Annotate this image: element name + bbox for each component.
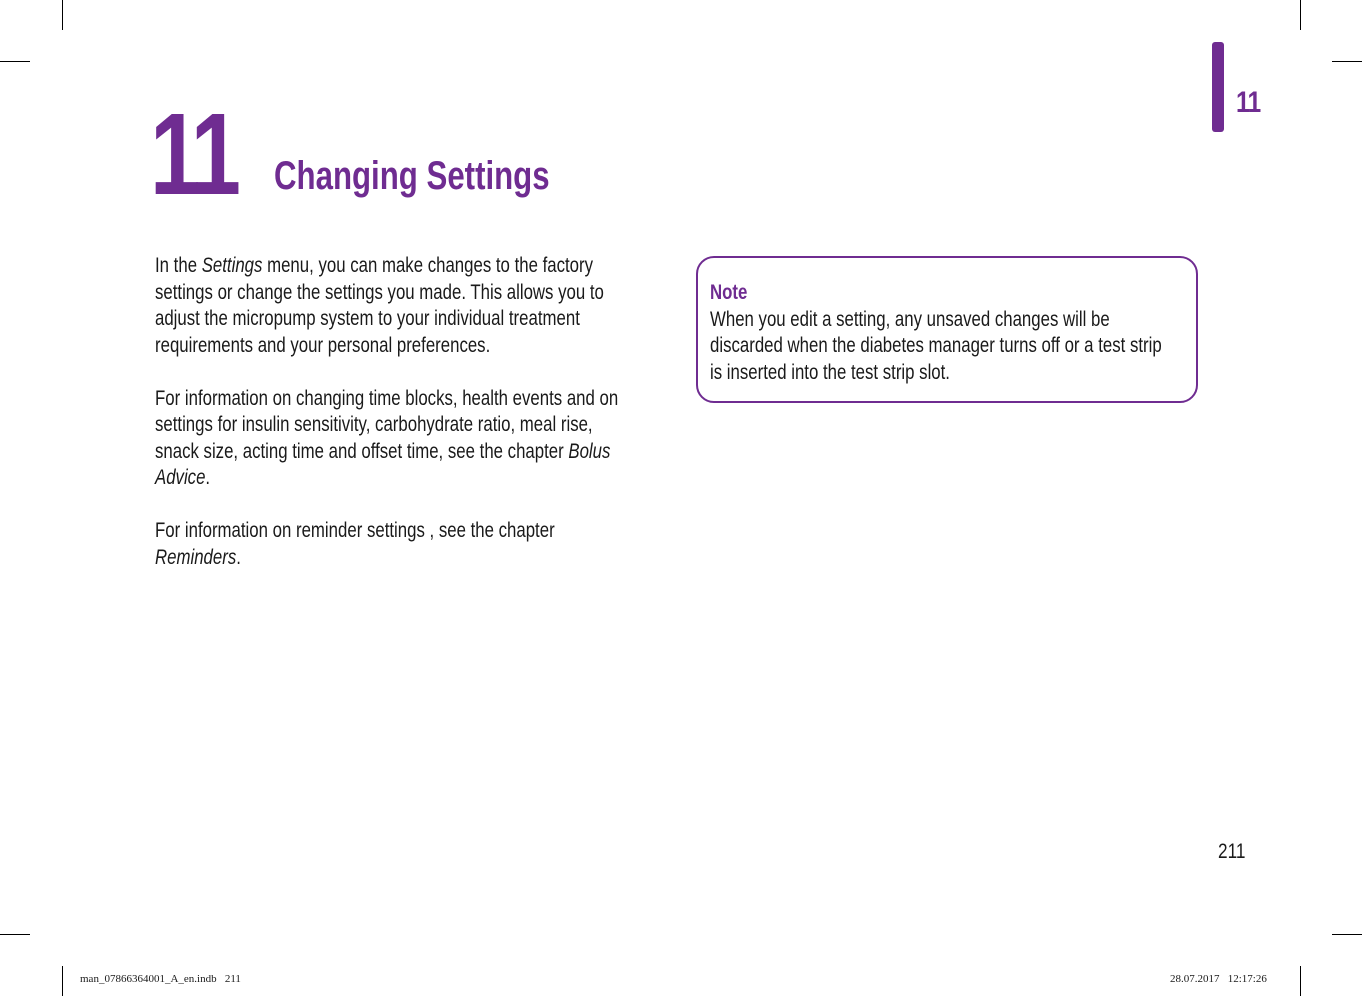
text-line: adjust the micropump system to your individual treatment [155,307,580,330]
slug-filename: man_07866364001_A_en.indb 211 [80,973,241,985]
bolus-chapter-reference: Bolus [568,439,611,463]
text-line: For information on reminder settings , see the chapter [155,519,555,542]
crop-mark-bottom-left-vertical [62,966,63,996]
text-run: . [236,545,241,569]
paragraph-intro [155,253,635,359]
crop-mark-bottom-right-horizontal [1332,934,1362,935]
chapter-title: Changing Settings [274,154,550,198]
text-run: . [205,466,211,489]
text-line [155,465,635,492]
crop-mark-top-left-vertical [62,0,63,30]
body-text [155,253,635,598]
text-line [155,253,635,280]
paragraph-bolus-advice [155,386,635,492]
text-run: snack size, acting time and offset time, see the chapter [155,439,569,463]
advice-chapter-reference: Advice [155,466,206,489]
settings-menu-reference: Settings [201,254,263,277]
text-line: For information on changing time blocks, health events and on [155,386,619,410]
chapter-tab-number: 11 [1236,86,1261,119]
paragraph-reminders [155,518,635,571]
note-line: When you edit a setting, any unsaved changes will be [710,307,1110,331]
crop-mark-top-right-vertical [1300,0,1301,30]
text-run: menu, you can make changes to the factory [262,254,594,277]
chapter-tab-bar [1212,42,1224,132]
note-line: discarded when the diabetes manager turns off or a test strip [710,334,1162,357]
crop-mark-bottom-left-horizontal [0,934,30,935]
text-line [155,439,635,466]
text-line [155,545,635,572]
crop-mark-bottom-right-vertical [1300,966,1301,996]
chapter-number: 11 [150,89,237,219]
note-title: Note [710,281,748,304]
note-box [696,256,1198,403]
crop-mark-top-right-horizontal [1332,61,1362,62]
crop-mark-top-left-horizontal [0,61,30,62]
slug-datetime: 28.07.2017 12:17:26 [1170,973,1267,985]
text-line: settings for insulin sensitivity, carbohydrate ratio, meal rise, [155,413,593,436]
text-run: In the [155,254,202,277]
note-content [710,280,1162,386]
page-number: 211 [1218,840,1246,863]
text-line: requirements and your personal preferences. [155,333,491,357]
text-line: settings or change the settings you made. This allows you to [155,280,604,304]
reminders-chapter-reference: Reminders [155,545,237,569]
note-line: is inserted into the test strip slot. [710,360,950,384]
